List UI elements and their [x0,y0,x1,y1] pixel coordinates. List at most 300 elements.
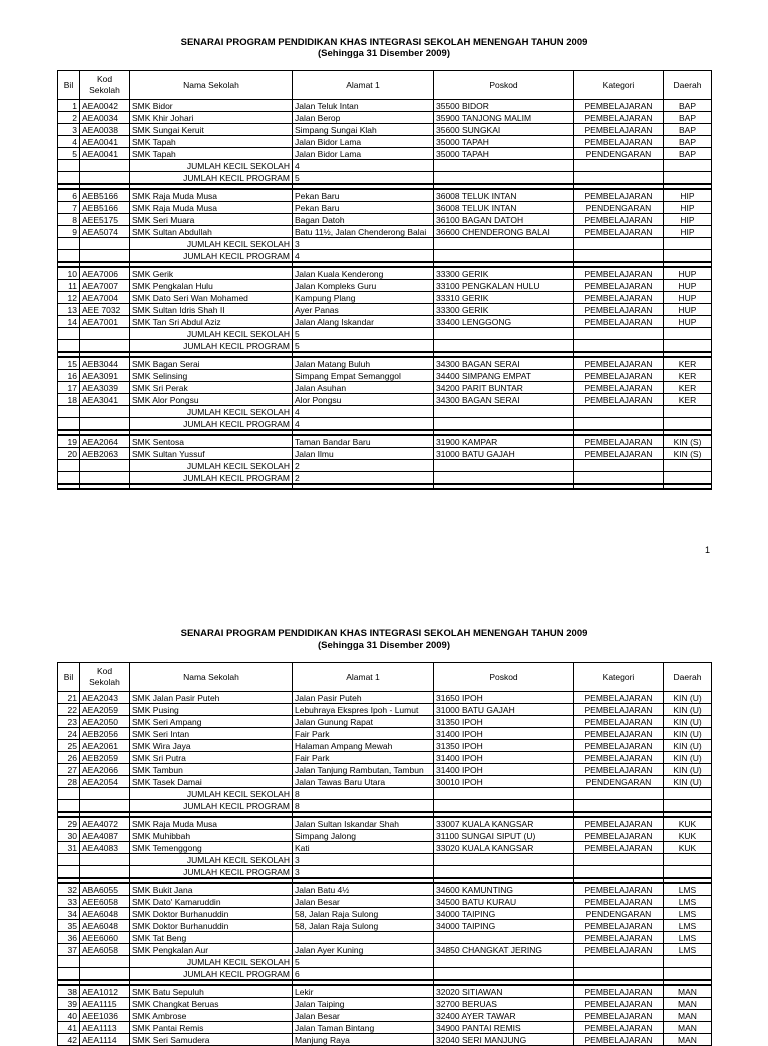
district: KIN (U) [664,740,712,752]
row-number: 28 [58,776,80,788]
school-name: SMK Khir Johari [130,112,293,124]
address: Pekan Baru [293,189,434,202]
row-number: 19 [58,435,80,448]
district: HIP [664,214,712,226]
school-code: AEA1115 [80,998,130,1010]
school-name: SMK Sultan Abdullah [130,226,293,238]
category: PEMBELAJARAN [574,998,664,1010]
empty-cell [80,406,130,418]
schools-table [57,70,712,490]
postcode: 31900 KAMPAR [434,435,574,448]
district: BAP [664,112,712,124]
address: Simpang Sungai Klah [293,124,434,136]
postcode: 35500 BIDOR [434,100,574,112]
address: Jalan Bidor Lama [293,136,434,148]
postcode: 34900 PANTAI REMIS [434,1022,574,1034]
school-code: AEA4072 [80,817,130,830]
row-number: 14 [58,316,80,328]
school-code: AEA2050 [80,716,130,728]
address: Manjung Raya [293,1034,434,1046]
row-number: 1 [58,100,80,112]
table-row [58,883,712,896]
table-row [58,189,712,202]
empty-cell [574,866,664,879]
summary-label: JUMLAH KECIL SEKOLAH [130,788,293,800]
empty-cell [574,418,664,431]
address: Fair Park [293,728,434,740]
summary-value: 2 [293,472,434,485]
school-code: AEA7004 [80,292,130,304]
postcode: 33400 LENGGONG [434,316,574,328]
address [293,932,434,944]
address: 58, Jalan Raja Sulong [293,920,434,932]
table-row [58,908,712,920]
school-name: SMK Bidor [130,100,293,112]
district: HIP [664,226,712,238]
school-code: AEB2059 [80,752,130,764]
empty-cell [664,328,712,340]
page-number: 1 [705,545,711,555]
postcode: 31400 IPOH [434,752,574,764]
empty-cell [574,472,664,485]
school-name: SMK Tat Beng [130,932,293,944]
table-row [58,998,712,1010]
row-number: 22 [58,704,80,716]
empty-cell [434,866,574,879]
table-header-row [58,71,712,100]
table-row [58,776,712,788]
category: PEMBELAJARAN [574,124,664,136]
empty-cell [664,418,712,431]
postcode: 35600 SUNGKAI [434,124,574,136]
table-row [58,136,712,148]
empty-cell [80,800,130,813]
empty-cell [80,866,130,879]
postcode: 31100 SUNGAI SIPUT (U) [434,830,574,842]
row-number: 10 [58,267,80,280]
summary-value: 3 [293,854,434,866]
postcode: 31000 BATU GAJAH [434,704,574,716]
row-number: 32 [58,883,80,896]
summary-row [58,460,712,472]
district: KIN (U) [664,776,712,788]
empty-cell [664,172,712,185]
category: PEMBELAJARAN [574,382,664,394]
table-row [58,370,712,382]
empty-cell [58,460,80,472]
row-number: 35 [58,920,80,932]
empty-cell [58,788,80,800]
school-code: AEA2043 [80,692,130,704]
district: KIN (U) [664,764,712,776]
empty-cell [58,340,80,353]
address: Batu 11½, Jalan Chenderong Balai [293,226,434,238]
table-row [58,304,712,316]
summary-label: JUMLAH KECIL PROGRAM [130,340,293,353]
empty-cell [58,418,80,431]
school-name: SMK Sungai Keruit [130,124,293,136]
table-row [58,100,712,112]
postcode: 36008 TELUK INTAN [434,189,574,202]
school-code: AEE5175 [80,214,130,226]
school-name: SMK Selinsing [130,370,293,382]
category: PEMBELAJARAN [574,394,664,406]
row-number: 7 [58,202,80,214]
district: HIP [664,189,712,202]
postcode: 34300 BAGAN SERAI [434,394,574,406]
category: PEMBELAJARAN [574,1034,664,1046]
empty-cell [434,328,574,340]
summary-row [58,172,712,185]
empty-cell [80,172,130,185]
school-code: AEA1113 [80,1022,130,1034]
summary-row [58,472,712,485]
school-name: SMK Raja Muda Musa [130,202,293,214]
summary-value: 8 [293,788,434,800]
empty-cell [130,484,293,489]
row-number: 20 [58,448,80,460]
school-name: SMK Sultan Yussuf [130,448,293,460]
postcode: 33300 GERIK [434,267,574,280]
category: PEMBELAJARAN [574,112,664,124]
table-row [58,842,712,854]
district: LMS [664,896,712,908]
postcode: 34500 BATU KURAU [434,896,574,908]
school-name: SMK Alor Pongsu [130,394,293,406]
summary-label: JUMLAH KECIL SEKOLAH [130,238,293,250]
address: Simpang Jalong [293,830,434,842]
empty-cell [58,484,80,489]
empty-cell [434,800,574,813]
empty-cell [434,472,574,485]
summary-label: JUMLAH KECIL PROGRAM [130,418,293,431]
empty-cell [574,406,664,418]
table-row [58,357,712,370]
district: LMS [664,932,712,944]
school-code: AEA2054 [80,776,130,788]
column-header: Nama Sekolah [130,663,293,692]
row-number: 33 [58,896,80,908]
address: Fair Park [293,752,434,764]
table-row [58,124,712,136]
category: PEMBELAJARAN [574,189,664,202]
school-name: SMK Muhibbah [130,830,293,842]
row-number: 40 [58,1010,80,1022]
postcode: 34600 KAMUNTING [434,883,574,896]
empty-cell [664,788,712,800]
district: HUP [664,267,712,280]
address: Jalan Ilmu [293,448,434,460]
school-name: SMK Sentosa [130,435,293,448]
row-number: 8 [58,214,80,226]
summary-value: 5 [293,956,434,968]
postcode: 34400 SIMPANG EMPAT [434,370,574,382]
row-number: 12 [58,292,80,304]
school-name: SMK Pantai Remis [130,1022,293,1034]
column-header: Kod Sekolah [80,663,130,692]
empty-cell [664,460,712,472]
district: MAN [664,985,712,998]
empty-cell [293,484,434,489]
empty-cell [574,484,664,489]
empty-cell [80,472,130,485]
district: HUP [664,292,712,304]
row-number: 17 [58,382,80,394]
district: KER [664,382,712,394]
category: PEMBELAJARAN [574,370,664,382]
row-number: 38 [58,985,80,998]
summary-row [58,160,712,172]
table-row [58,830,712,842]
document-title: SENARAI PROGRAM PENDIDIKAN KHAS INTEGRASI SEKOLAH MENENGAH TAHUN 2009 [180,37,588,48]
address: Jalan Batu 4½ [293,883,434,896]
district: KER [664,394,712,406]
category: PEMBELAJARAN [574,226,664,238]
postcode [434,932,574,944]
column-header: Poskod [434,71,574,100]
category: PEMBELAJARAN [574,883,664,896]
empty-cell [574,854,664,866]
category: PEMBELAJARAN [574,292,664,304]
school-name: SMK Doktor Burhanuddin [130,908,293,920]
row-number: 2 [58,112,80,124]
address: Lebuhraya Ekspres Ipoh - Lumut [293,704,434,716]
summary-label: JUMLAH KECIL SEKOLAH [130,406,293,418]
school-name: SMK Ambrose [130,1010,293,1022]
table-row [58,704,712,716]
postcode: 31350 IPOH [434,740,574,752]
postcode: 31400 IPOH [434,728,574,740]
postcode: 31350 IPOH [434,716,574,728]
category: PEMBELAJARAN [574,692,664,704]
table-row [58,382,712,394]
school-code: AEA2061 [80,740,130,752]
district: BAP [664,100,712,112]
table-row [58,316,712,328]
category: PEMBELAJARAN [574,100,664,112]
row-number: 31 [58,842,80,854]
column-header: Bil [58,663,80,692]
empty-cell [664,472,712,485]
district: BAP [664,124,712,136]
empty-cell [574,460,664,472]
table-row [58,752,712,764]
empty-cell [434,238,574,250]
postcode: 36600 CHENDERONG BALAI [434,226,574,238]
summary-row [58,340,712,353]
table-row [58,1010,712,1022]
category: PEMBELAJARAN [574,728,664,740]
document-title: SENARAI PROGRAM PENDIDIKAN KHAS INTEGRASI SEKOLAH MENENGAH TAHUN 2009 [180,628,588,639]
table-row [58,944,712,956]
school-code: AEB2063 [80,448,130,460]
empty-cell [434,460,574,472]
empty-cell [58,406,80,418]
row-number: 26 [58,752,80,764]
school-name: SMK Tapah [130,136,293,148]
empty-cell [58,238,80,250]
summary-label: JUMLAH KECIL PROGRAM [130,968,293,981]
school-code: AEA4087 [80,830,130,842]
row-number: 39 [58,998,80,1010]
summary-value: 4 [293,250,434,263]
row-number: 5 [58,148,80,160]
postcode: 36100 BAGAN DATOH [434,214,574,226]
category: PEMBELAJARAN [574,1022,664,1034]
school-code: ABA6055 [80,883,130,896]
category: PEMBELAJARAN [574,740,664,752]
empty-cell [58,968,80,981]
category: PENDENGARAN [574,776,664,788]
school-name: SMK Seri Samudera [130,1034,293,1046]
column-header: Daerah [664,71,712,100]
school-code: AEA7007 [80,280,130,292]
district: HIP [664,202,712,214]
empty-cell [574,328,664,340]
district: BAP [664,136,712,148]
column-header: Nama Sekolah [130,71,293,100]
column-header: Kod Sekolah [80,71,130,100]
empty-cell [574,800,664,813]
table-header-row [58,663,712,692]
summary-label: JUMLAH KECIL SEKOLAH [130,854,293,866]
row-number: 25 [58,740,80,752]
summary-value: 3 [293,238,434,250]
school-name: SMK Changkat Beruas [130,998,293,1010]
postcode: 33300 GERIK [434,304,574,316]
school-code: AEA1114 [80,1034,130,1046]
empty-cell [80,328,130,340]
summary-value: 5 [293,340,434,353]
table-row [58,728,712,740]
empty-cell [664,238,712,250]
school-code: AEA0042 [80,100,130,112]
empty-cell [574,250,664,263]
empty-cell [80,418,130,431]
school-name: SMK Tapah [130,148,293,160]
district: MAN [664,998,712,1010]
empty-cell [434,788,574,800]
district: KIN (U) [664,728,712,740]
category: PEMBELAJARAN [574,448,664,460]
empty-cell [80,238,130,250]
summary-row [58,250,712,263]
empty-cell [664,406,712,418]
row-number: 34 [58,908,80,920]
empty-cell [434,406,574,418]
table-row [58,985,712,998]
row-number: 3 [58,124,80,136]
postcode: 31650 IPOH [434,692,574,704]
row-number: 27 [58,764,80,776]
district: HUP [664,280,712,292]
summary-label: JUMLAH KECIL SEKOLAH [130,160,293,172]
district: KER [664,370,712,382]
postcode: 36008 TELUK INTAN [434,202,574,214]
school-code: AEA0038 [80,124,130,136]
address: Jalan Sultan Iskandar Shah [293,817,434,830]
address: Jalan Teluk Intan [293,100,434,112]
school-name: SMK Dato Seri Wan Mohamed [130,292,293,304]
row-number: 4 [58,136,80,148]
postcode: 34000 TAIPING [434,908,574,920]
summary-value: 6 [293,968,434,981]
school-code: AEA0041 [80,136,130,148]
address: Kampung Plang [293,292,434,304]
school-code: AEE6060 [80,932,130,944]
empty-cell [80,340,130,353]
category: PEMBELAJARAN [574,896,664,908]
postcode: 33310 GERIK [434,292,574,304]
school-code: AEA3041 [80,394,130,406]
row-number: 13 [58,304,80,316]
district: HUP [664,316,712,328]
summary-value: 5 [293,172,434,185]
address: Jalan Besar [293,1010,434,1022]
empty-cell [80,968,130,981]
school-name: SMK Gerik [130,267,293,280]
district: BAP [664,148,712,160]
school-name: SMK Dato' Kamaruddin [130,896,293,908]
summary-label: JUMLAH KECIL SEKOLAH [130,460,293,472]
table-row [58,292,712,304]
category: PEMBELAJARAN [574,944,664,956]
address: Lekir [293,985,434,998]
row-number: 30 [58,830,80,842]
row-number: 36 [58,932,80,944]
row-number: 18 [58,394,80,406]
empty-cell [58,800,80,813]
school-name: SMK Bagan Serai [130,357,293,370]
address: Jalan Taman Bintang [293,1022,434,1034]
address: Jalan Pasir Puteh [293,692,434,704]
address: Jalan Taiping [293,998,434,1010]
category: PEMBELAJARAN [574,716,664,728]
address: Simpang Empat Semanggol [293,370,434,382]
postcode: 35000 TAPAH [434,136,574,148]
category: PEMBELAJARAN [574,830,664,842]
summary-row [58,968,712,981]
empty-cell [80,460,130,472]
empty-cell [574,968,664,981]
summary-label: JUMLAH KECIL PROGRAM [130,800,293,813]
school-name: SMK Batu Sepuluh [130,985,293,998]
address: Jalan Ayer Kuning [293,944,434,956]
postcode: 32040 SERI MANJUNG [434,1034,574,1046]
school-name: SMK Tan Sri Abdul Aziz [130,316,293,328]
address: Jalan Bidor Lama [293,148,434,160]
school-name: SMK Doktor Burhanuddin [130,920,293,932]
summary-label: JUMLAH KECIL SEKOLAH [130,956,293,968]
empty-cell [58,866,80,879]
school-code: AEA3039 [80,382,130,394]
empty-cell [434,172,574,185]
school-code: AEA7006 [80,267,130,280]
document-subtitle: (Sehingga 31 Disember 2009) [318,640,450,651]
address: Jalan Tawas Baru Utara [293,776,434,788]
summary-row [58,866,712,879]
empty-cell [58,854,80,866]
postcode: 34850 CHANGKAT JERING [434,944,574,956]
empty-cell [80,484,130,489]
table-row [58,394,712,406]
category: PEMBELAJARAN [574,267,664,280]
district: KIN (S) [664,435,712,448]
table-row [58,740,712,752]
table-row [58,896,712,908]
empty-cell [574,788,664,800]
summary-row [58,238,712,250]
